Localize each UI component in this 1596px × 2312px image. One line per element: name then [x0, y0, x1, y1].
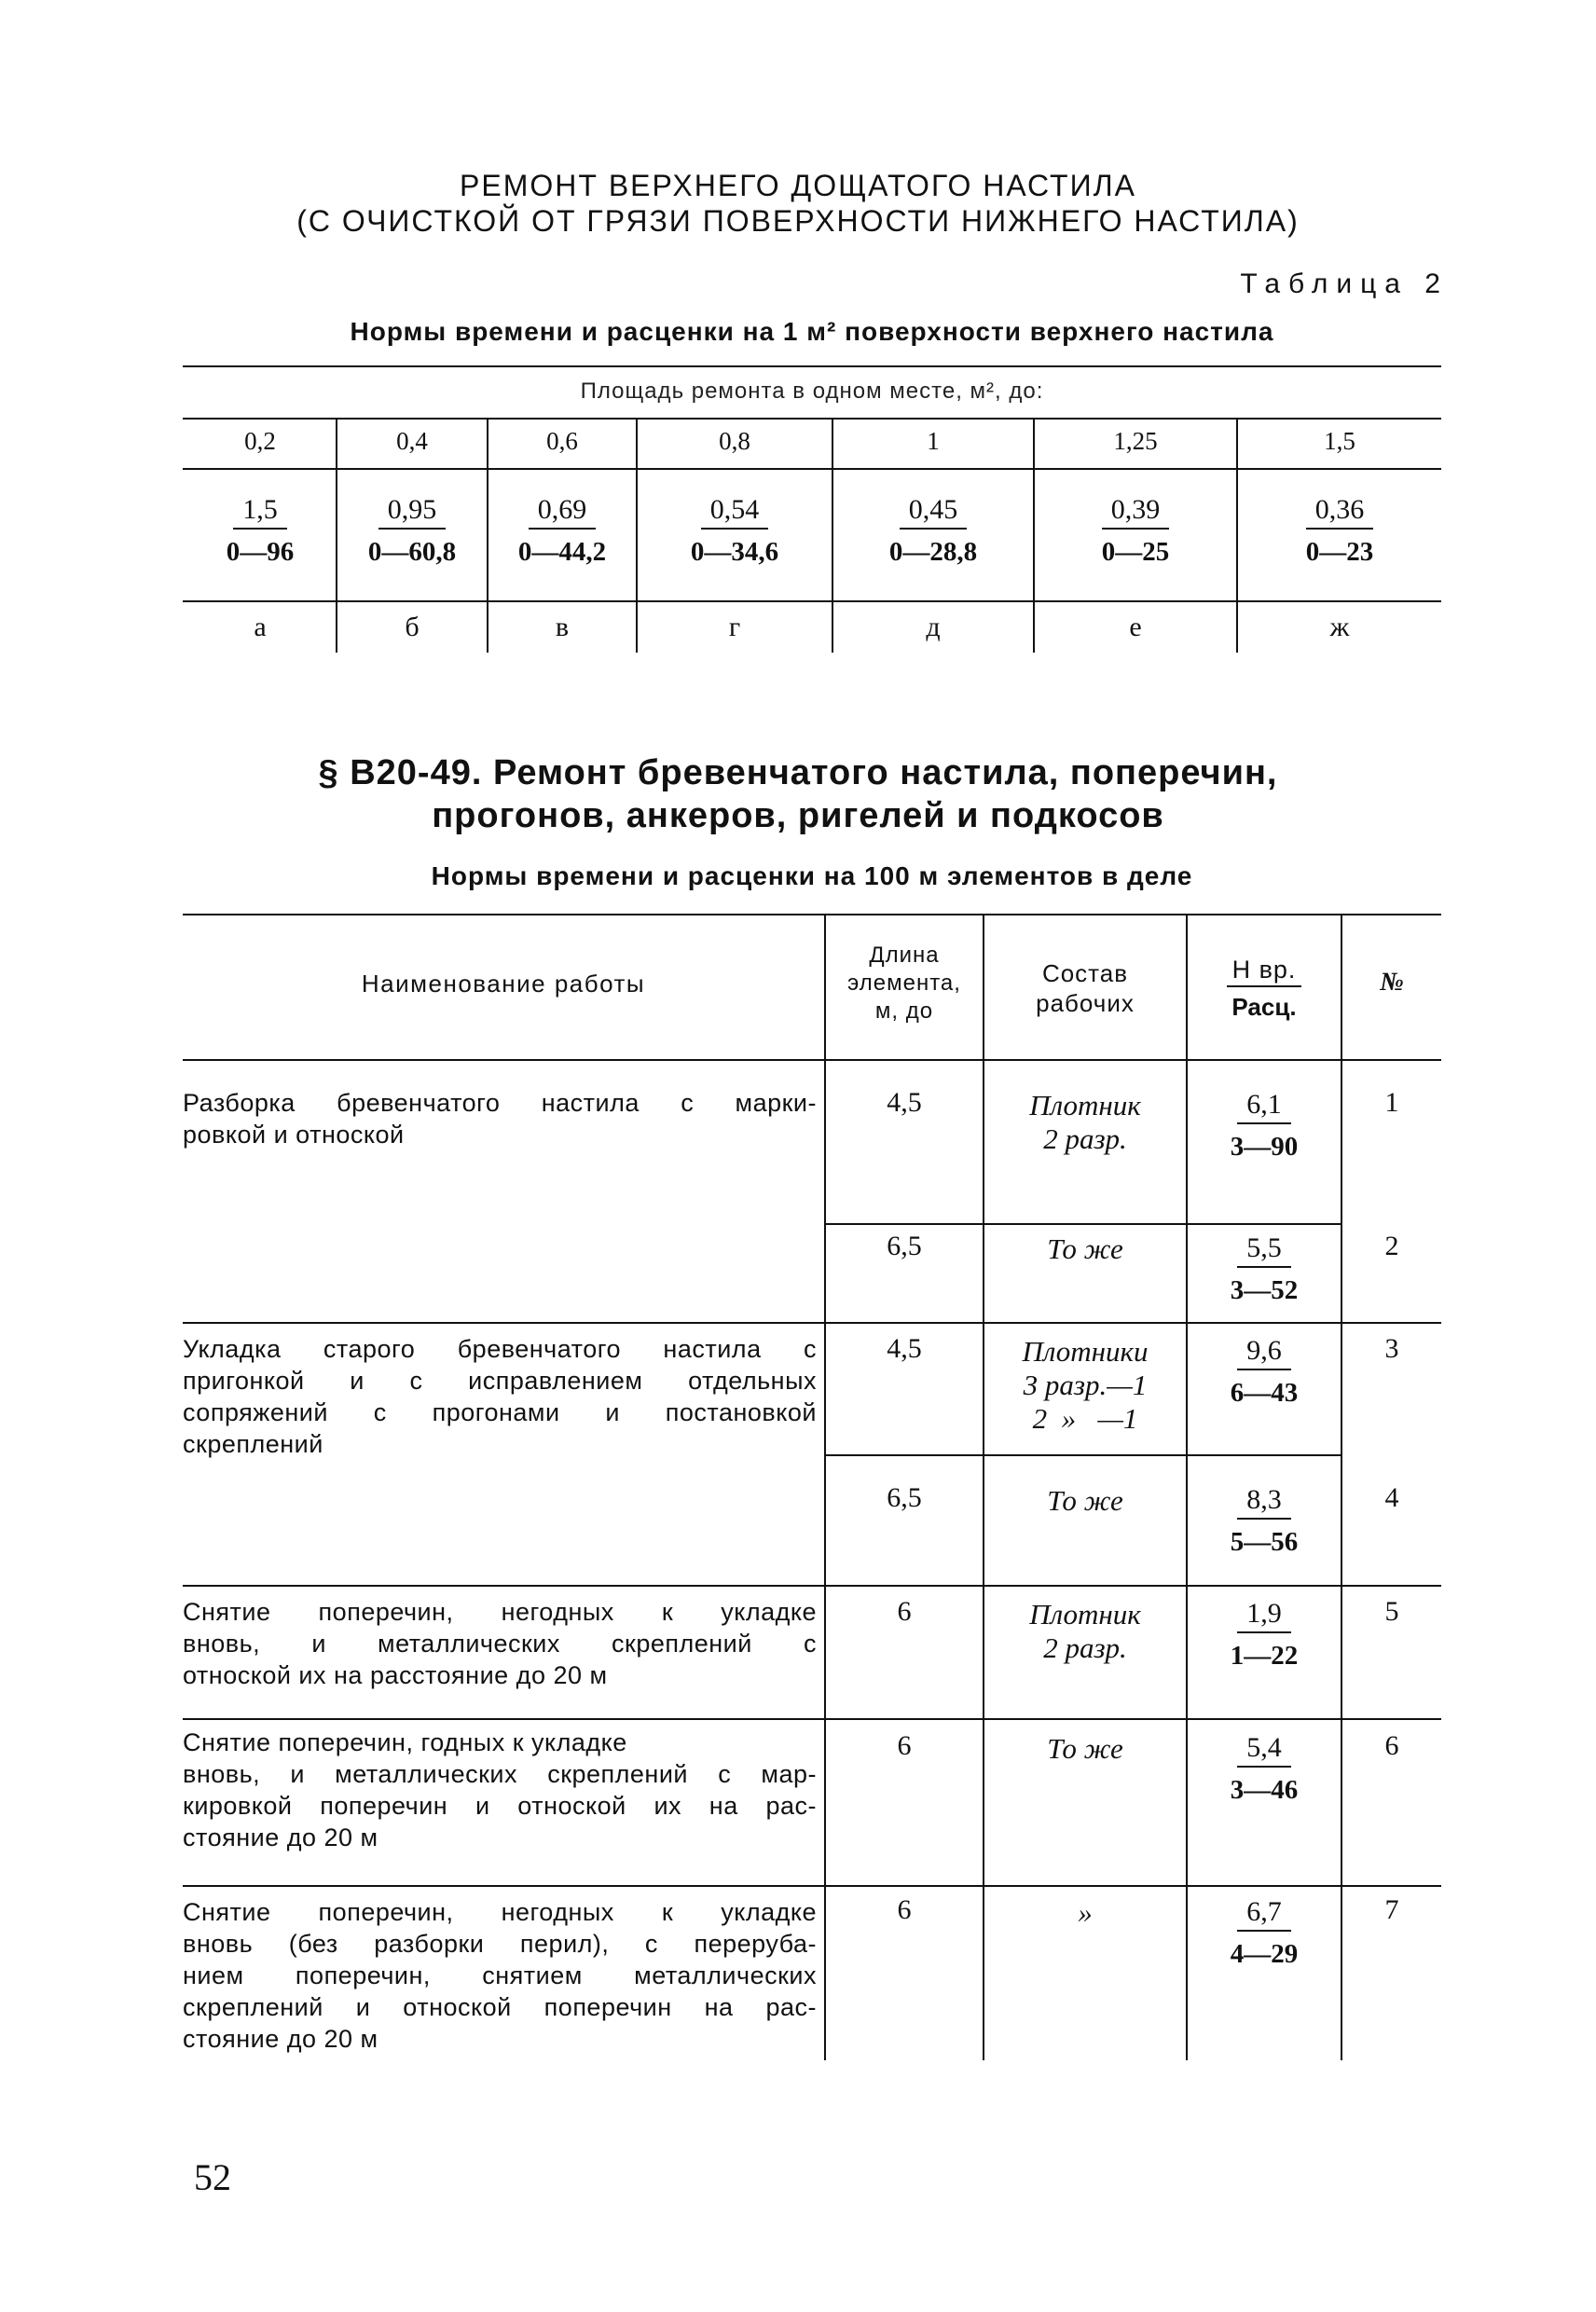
work-line: стояние до 20 м [183, 2025, 378, 2053]
work-description [183, 1333, 817, 1460]
header-line-1: РЕМОНТ ВЕРХНЕГО ДОЩАТОГО НАСТИЛА [460, 169, 1136, 202]
norm-rate-cell [185, 494, 336, 568]
norm-value: 0,39 [1102, 494, 1170, 530]
crew-line: » [1078, 1896, 1093, 1929]
crew-cell [984, 1484, 1186, 1518]
work-line: сопряжений с прогонами и постановкой [183, 1398, 817, 1426]
column-letter: ж [1329, 612, 1350, 642]
crew-cell [984, 1089, 1186, 1156]
rate-value: 0—34,6 [690, 537, 779, 567]
norm-rate-cell [1188, 1732, 1341, 1806]
work-line: Снятие поперечин, негодных к укладке [183, 1598, 817, 1626]
row-number: 2 [1384, 1231, 1399, 1261]
area-cell: 0,6 [546, 427, 578, 455]
column-letter: г [728, 612, 741, 642]
area-cell: 0,2 [244, 427, 276, 455]
work-description [183, 1596, 817, 1691]
norm-rate-cell [833, 494, 1033, 568]
column-letter: а [254, 612, 267, 642]
length-cell: 6 [897, 1894, 912, 1925]
rate-value: 0—23 [1305, 537, 1374, 567]
section-title-line-2: прогонов, анкеров, ригелей и подкосов [432, 796, 1164, 835]
norm-rate-cell [1188, 1598, 1341, 1672]
norm-rate-cell [638, 494, 832, 568]
work-line: кировкой поперечин и отноской их на рас- [183, 1792, 817, 1820]
header-line-2: (С ОЧИСТКОЙ ОТ ГРЯЗИ ПОВЕРХНОСТИ НИЖНЕГО НАСТИЛА) [296, 204, 1300, 238]
crew-cell [984, 1335, 1186, 1436]
norm-rate-cell [1188, 1232, 1341, 1306]
row-number: 6 [1384, 1730, 1399, 1761]
work-line: вновь, и металлических скреплений с мар- [183, 1760, 817, 1788]
length-cell: 6,5 [887, 1231, 922, 1261]
work-line: Снятие поперечин, годных к укладке [183, 1728, 627, 1756]
rate-value: 0—44,2 [517, 537, 607, 567]
column-letter: е [1129, 612, 1142, 642]
area-cell: 1,25 [1113, 427, 1158, 455]
crew-line: 2 » —1 [1032, 1402, 1138, 1435]
norm-value: 1,9 [1237, 1598, 1291, 1633]
crew-cell [984, 1896, 1186, 1930]
work-line: вновь, и металлических скреплений с [183, 1630, 817, 1658]
length-cell: 4,5 [887, 1087, 922, 1118]
page-header [0, 168, 1596, 239]
work-line: нием поперечин, снятием металлических [183, 1961, 817, 1989]
work-line: стояние до 20 м [183, 1823, 378, 1851]
crew-line: То же [1047, 1732, 1123, 1765]
column-letter: б [405, 612, 420, 642]
work-description [183, 1727, 817, 1853]
row-number: 1 [1384, 1087, 1399, 1118]
crew-line: 3 разр.—1 [1023, 1369, 1148, 1401]
norm-value: 0,95 [378, 494, 447, 530]
work-line: ровкой и отноской [183, 1121, 405, 1149]
norm-value: 0,45 [900, 494, 968, 530]
norm-rate-cell [337, 494, 487, 568]
rate-value: 3—46 [1230, 1775, 1299, 1805]
length-cell: 6 [897, 1596, 912, 1627]
rate-value: 0—60,8 [367, 537, 457, 567]
page-number: 52 [194, 2156, 231, 2198]
table-caption: Таблица 2 [1240, 268, 1449, 299]
rate-value: 0—96 [226, 537, 295, 567]
norm-rate-cell [1188, 1896, 1341, 1970]
length-cell: 4,5 [887, 1333, 922, 1364]
work-line: Снятие поперечин, негодных к укладке [183, 1898, 817, 1926]
crew-line: 2 разр. [1043, 1122, 1127, 1155]
area-cell: 1 [927, 427, 940, 455]
rate-value: 0—25 [1101, 537, 1170, 567]
norm-value: 9,6 [1237, 1335, 1291, 1370]
work-line: отноской их на расстояние до 20 м [183, 1661, 608, 1689]
crew-line: 2 разр. [1043, 1631, 1127, 1664]
table2-subtitle: Нормы времени и расценки на 100 м элементов в деле [431, 861, 1193, 890]
area-cell: 0,8 [719, 427, 750, 455]
row-number: 4 [1384, 1482, 1399, 1513]
col-header-crew: Состав рабочих [1036, 959, 1135, 1017]
rate-value: 6—43 [1230, 1378, 1299, 1408]
norm-rate-cell [1188, 1335, 1341, 1409]
crew-line: Плотник [1029, 1598, 1141, 1631]
norm-rate-cell [1035, 494, 1236, 568]
crew-line: Плотники [1022, 1335, 1149, 1368]
work-line: Укладка старого бревенчатого настила с [183, 1335, 817, 1363]
norm-rate-cell [1188, 1484, 1341, 1558]
norm-value: 5,5 [1237, 1232, 1291, 1268]
crew-cell [984, 1232, 1186, 1266]
section-title-line-1: § В20-49. Ремонт бревенчатого настила, поперечин, [318, 753, 1278, 792]
norm-rate-cell [488, 494, 636, 568]
norm-value: 6,7 [1237, 1896, 1291, 1932]
rate-value: 3—90 [1230, 1132, 1299, 1162]
length-cell: 6,5 [887, 1482, 922, 1513]
table1-header: Площадь ремонта в одном месте, м², до: [580, 378, 1044, 404]
norm-rate-cell [1188, 1089, 1341, 1163]
work-line: вновь (без разборки перил), с переруба- [183, 1930, 817, 1958]
crew-cell [984, 1732, 1186, 1766]
rate-value: 3—52 [1230, 1275, 1299, 1305]
area-cell: 1,5 [1324, 427, 1355, 455]
col-header-length: Длина элемента, м, до [847, 943, 961, 1024]
column-letter: в [555, 612, 570, 642]
norm-value: 0,69 [529, 494, 597, 530]
col-header-work: Наименование работы [361, 970, 646, 998]
norm-value: 6,1 [1237, 1089, 1291, 1124]
work-description [183, 1087, 817, 1150]
work-line: Разборка бревенчатого настила с марки- [183, 1089, 817, 1117]
length-cell: 6 [897, 1730, 912, 1761]
col-header-norm: Н вр. Расц. [1188, 955, 1341, 1022]
row-number: 5 [1384, 1596, 1399, 1627]
norm-value: 0,54 [701, 494, 769, 530]
col-header-num: № [1380, 968, 1404, 997]
norm-rate-cell [1238, 494, 1441, 568]
rate-value: 5—56 [1230, 1527, 1299, 1557]
work-line: скреплений [183, 1430, 323, 1458]
crew-line: То же [1047, 1484, 1123, 1517]
row-number: 3 [1384, 1333, 1399, 1364]
work-line: пригонкой и с исправлением отдельных [183, 1367, 817, 1395]
table1-subtitle: Нормы времени и расценки на 1 м² поверхности верхнего настила [350, 317, 1274, 346]
rate-value: 0—28,8 [888, 537, 978, 567]
norm-value: 8,3 [1237, 1484, 1291, 1520]
rate-value: 1—22 [1230, 1641, 1299, 1671]
crew-line: Плотник [1029, 1089, 1141, 1122]
section-title [0, 751, 1596, 837]
crew-line: То же [1047, 1232, 1123, 1265]
row-number: 7 [1384, 1894, 1399, 1925]
work-description [183, 1896, 817, 2055]
column-letter: д [926, 612, 941, 642]
crew-cell [984, 1598, 1186, 1665]
rate-value: 4—29 [1230, 1939, 1299, 1969]
norm-value: 5,4 [1237, 1732, 1291, 1768]
area-cell: 0,4 [396, 427, 428, 455]
norm-value: 1,5 [233, 494, 287, 530]
work-line: скреплений и отноской поперечин на рас- [183, 1993, 817, 2021]
norm-value: 0,36 [1306, 494, 1374, 530]
